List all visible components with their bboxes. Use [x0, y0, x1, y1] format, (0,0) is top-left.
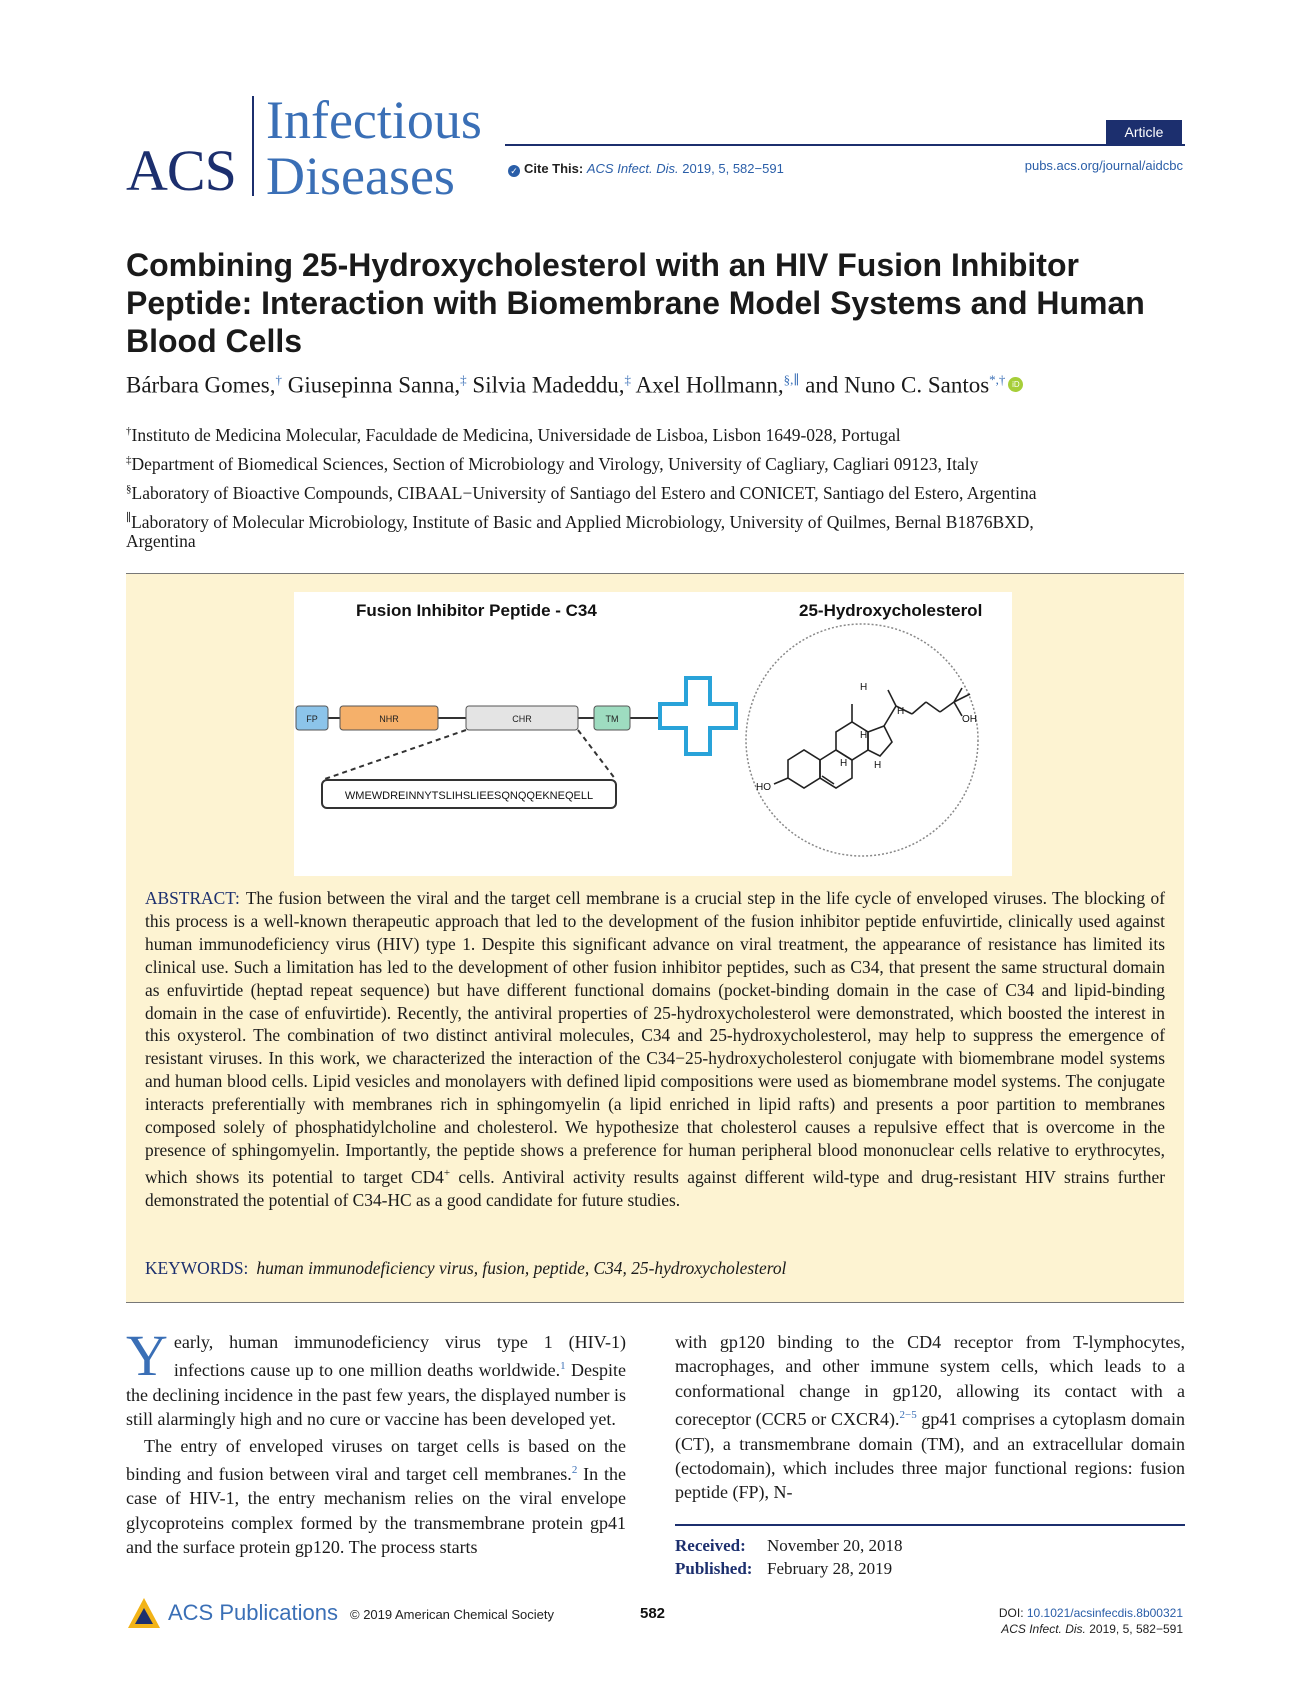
author-name[interactable]: Giusepinna Sanna,: [287, 372, 461, 398]
journal-url-link[interactable]: pubs.acs.org/journal/aidcbc: [1024, 158, 1183, 173]
citation-ref[interactable]: 2−5: [899, 1409, 917, 1422]
author-name[interactable]: Bárbara Gomes,: [126, 372, 276, 398]
zoom-line-right: [578, 730, 616, 780]
page-number: 582: [640, 1605, 666, 1622]
atom-label: HO: [756, 782, 771, 793]
paragraph-text: Despite the declining incidence in the past few years, the displayed number is still alarmingly high and no cure or vaccine has been developed yet.: [126, 1360, 626, 1430]
affiliation: [126, 449, 978, 475]
affiliation-text: Laboratory of Molecular Microbiology, Institute of Basic and Applied Microbiology, University of Quilmes, Bernal B1876BXD,: [131, 511, 1034, 532]
cite-label: Cite This:: [524, 161, 584, 176]
drop-cap: Y: [126, 1323, 168, 1388]
orcid-icon[interactable]: iD: [1008, 377, 1023, 392]
doi-label: DOI:: [998, 1606, 1024, 1620]
atom-label: H: [874, 760, 882, 771]
sterol-structure: [774, 688, 970, 788]
affiliation: [126, 530, 196, 552]
published-value: February 28, 2019: [767, 1559, 893, 1578]
affiliation: [126, 478, 1036, 504]
paragraph-text: The entry of enveloped viruses on target cells is based on the binding and fusion between viral and target cell membranes.: [126, 1435, 626, 1485]
domain-label: CHR: [512, 714, 532, 724]
domain-label: NHR: [379, 714, 399, 724]
author-mark: *,†: [989, 372, 1006, 387]
acs-publications-logo-icon: [126, 1596, 162, 1637]
acs-logo-icon: [126, 1596, 162, 1632]
received-value: November 20, 2018: [767, 1536, 903, 1555]
received-date: [675, 1536, 903, 1556]
author-list: [126, 372, 1023, 399]
copyright: © 2019 American Chemical Society: [350, 1607, 554, 1622]
dates-rule: [675, 1524, 1185, 1526]
affiliation-text: Laboratory of Bioactive Compounds, CIBAAL−University of Santiago del Estero and CONICET, Santiago del Estero, Argentina: [131, 482, 1037, 503]
paragraph-text: early, human immunodeficiency virus type 1 (HIV-1) infections cause up to one million deaths worldwide.: [173, 1332, 626, 1381]
author-mark: †: [275, 372, 282, 387]
paragraph: [675, 1330, 1185, 1505]
cite-this[interactable]: [508, 161, 784, 177]
atom-label: H: [860, 682, 868, 693]
abstract-label: ABSTRACT:: [145, 888, 240, 908]
atom-label: H: [840, 758, 848, 769]
domain-label: TM: [605, 714, 619, 724]
received-label: Received:: [675, 1536, 746, 1555]
affiliation: [126, 420, 901, 446]
keywords-label: KEYWORDS:: [145, 1258, 249, 1278]
checkmark-icon: ✓: [508, 165, 520, 177]
cite-volume[interactable]: 2019, 5, 582−591: [682, 161, 784, 176]
affiliation-text: Department of Biomedical Sciences, Section of Microbiology and Virology, University of Cagliary, Cagliari 09123, Italy: [131, 453, 979, 474]
paragraph: [126, 1434, 626, 1560]
body-column-right: [675, 1330, 1185, 1505]
footer-journal: ACS Infect. Dis.: [1001, 1622, 1086, 1636]
plus-icon: [660, 678, 736, 754]
affiliation-mark: ∥: [126, 512, 132, 524]
citation-ref[interactable]: 2: [571, 1464, 578, 1477]
author-name[interactable]: and Nuno C. Santos: [805, 372, 990, 398]
keywords: [145, 1258, 1165, 1279]
atom-label: H: [897, 706, 905, 717]
author-mark: ‡: [624, 372, 631, 387]
footer-citation: 2019, 5, 582−591: [1089, 1622, 1183, 1636]
article-type-badge: Article: [1106, 120, 1182, 144]
atom-label: OH: [962, 714, 977, 725]
affiliation-mark: ‡: [126, 454, 132, 466]
doi-link[interactable]: 10.1021/acsinfecdis.8b00321: [1026, 1606, 1183, 1620]
atom-label: H: [860, 730, 868, 741]
affiliation-text: Argentina: [126, 531, 196, 551]
published-label: Published:: [675, 1559, 753, 1578]
citation-ref[interactable]: 1: [560, 1360, 566, 1373]
paragraph: [126, 1323, 626, 1432]
affiliation-mark: †: [126, 425, 132, 437]
header-rule: [505, 144, 1185, 146]
paragraph-text: In the case of HIV-1, the entry mechanism relies on the viral envelope glycoproteins complex formed by the transmembrane protein gp41 and the surface protein gp120. The process starts: [126, 1464, 626, 1558]
domain-label: FP: [306, 714, 318, 724]
journal-logo-acs: ACS: [126, 138, 236, 203]
article-title: Combining 25-Hydroxycholesterol with an HIV Fusion Inhibitor Peptide: Interaction with Biomembrane Model Systems and Human Blood Cells: [126, 247, 1145, 359]
paragraph-text: with gp120 binding to the CD4 receptor from T-lymphocytes, macrophages, and other immune system cells, which leads to a conformational change in gp120, allowing its contact with a coreceptor (CCR5 or CXCR4).: [675, 1332, 1185, 1430]
affiliation-mark: §: [126, 483, 132, 495]
published-date: [675, 1559, 892, 1579]
affiliation-text: Instituto de Medicina Molecular, Faculdade de Medicina, Universidade de Lisboa, Lisbon 1649-028, Portugal: [131, 424, 901, 445]
author-name[interactable]: Axel Hollmann,: [635, 372, 784, 398]
paragraph-text: gp41 comprises a cytoplasm domain (CT), a transmembrane domain (TM), and an extracellular domain (ectodomain), which includes three major functional regions: fusion peptide (FP), N-: [675, 1409, 1186, 1503]
abstract-body-end: cells. Antiviral activity results against different wild-type and drug-resistant HIV strains further demonstrated the potential of C34-HC as a good candidate for future studies.: [145, 1166, 1165, 1210]
body-column-left: [126, 1323, 626, 1560]
keywords-list: human immunodeficiency virus, fusion, peptide, C34, 25-hydroxycholesterol: [256, 1258, 787, 1278]
toc-right-title: 25-Hydroxycholesterol: [799, 601, 983, 620]
publisher-name[interactable]: ACS Publications: [168, 1600, 338, 1625]
peptide-sequence: WMEWDREINNYTSLIHSLIEESQNQQEKNEQELL: [344, 790, 594, 802]
toc-graphic: [294, 592, 1012, 876]
abstract-sup: +: [443, 1166, 451, 1179]
journal-logo-line2: Diseases: [266, 146, 455, 206]
zoom-line-left: [322, 730, 466, 780]
abstract: [145, 887, 1165, 1211]
abstract-body: The fusion between the viral and the target cell membrane is a crucial step in the life cycle of enveloped viruses. The blocking of this process is a well-known therapeutic approach that led to the development of the fusion inhibitor peptide enfuvirtide, clinically used against human immunodeficiency virus (HIV) type 1. Despite this significant advance on viral treatment, the appearance of resistance has limited its clinical use. Such a limitation has led to the development of other fusion inhibitor peptides, such as C34, that present the same structural domain as enfuvirtide (heptad repeat sequence) but have different functional domains (pocket-binding domain in the case of C34 and lipid-binding domain in the case of enfuvirtide). Recently, the antiviral properties of 25-hydroxycholesterol were demonstrated, which boosted the interest in this oxysterol. The combination of two distinct antiviral molecules, C34 and 25-hydroxycholesterol, may help to suppress the emergence of resistant viruses. In this work, we characterized the interaction of the C34−25-hydroxycholesterol conjugate with biomembrane model systems and human blood cells. Lipid vesicles and monolayers with defined lipid compositions were used as biomembrane model systems. The conjugate interacts preferentially with membranes rich in sphingomyelin (a lipid enriched in lipid rafts) and presents a poor partition to membranes composed solely of phosphatidylcholine and cholesterol. We hypothesize that cholesterol causes a repulsive effect that is overcome in the presence of sphingomyelin. Importantly, the peptide shows a preference for human peripheral blood mononuclear cells relative to erythrocytes, which shows its potential to target CD4: [145, 888, 1165, 1187]
toc-graphic-svg: [294, 592, 1012, 876]
logo-divider: [252, 96, 254, 196]
author-mark: ‡: [460, 372, 467, 387]
author-name[interactable]: Silvia Madeddu,: [472, 372, 625, 398]
footer-doi: [999, 1605, 1183, 1637]
journal-logo-line1: Infectious: [266, 90, 482, 150]
cite-journal[interactable]: ACS Infect. Dis.: [586, 161, 679, 176]
affiliation: [126, 507, 1034, 533]
toc-left-title: Fusion Inhibitor Peptide - C34: [356, 601, 597, 620]
author-mark: §,∥: [783, 372, 800, 387]
